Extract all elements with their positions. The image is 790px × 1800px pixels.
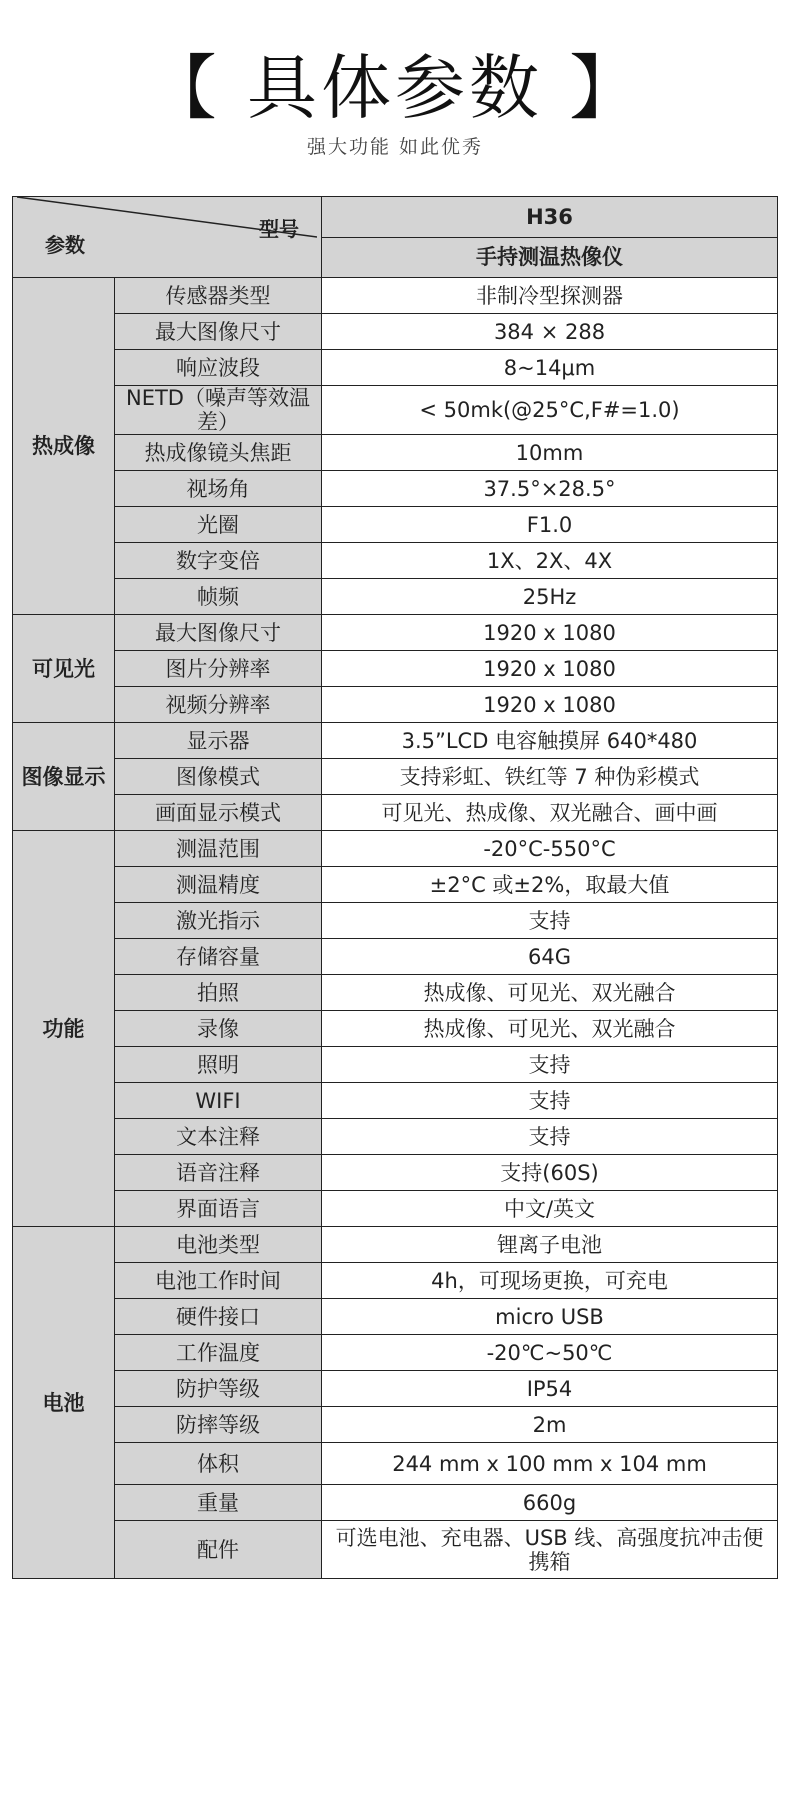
table-row xyxy=(13,939,778,975)
value-cell: 支持(60S) xyxy=(322,1155,778,1191)
value-cell: 非制冷型探测器 xyxy=(322,278,778,314)
param-cell: 照明 xyxy=(115,1047,322,1083)
table-row xyxy=(13,1371,778,1407)
table-row xyxy=(13,867,778,903)
table-row xyxy=(13,903,778,939)
table-row xyxy=(13,1521,778,1579)
value-cell: 37.5°×28.5° xyxy=(322,471,778,507)
table-row xyxy=(13,1119,778,1155)
table-row xyxy=(13,831,778,867)
value-cell: 384 × 288 xyxy=(322,314,778,350)
value-cell: 64G xyxy=(322,939,778,975)
table-row xyxy=(13,1227,778,1263)
value-cell: < 50mk(@25°C,F#=1.0) xyxy=(322,386,778,435)
param-cell: 体积 xyxy=(115,1443,322,1485)
table-row xyxy=(13,723,778,759)
value-cell: 支持 xyxy=(322,903,778,939)
param-cell: 最大图像尺寸 xyxy=(115,314,322,350)
value-cell: 3.5”LCD 电容触摸屏 640*480 xyxy=(322,723,778,759)
param-cell: 图片分辨率 xyxy=(115,651,322,687)
value-cell: 1X、2X、4X xyxy=(322,543,778,579)
param-cell: 热成像镜头焦距 xyxy=(115,435,322,471)
value-cell: F1.0 xyxy=(322,507,778,543)
table-row xyxy=(13,1155,778,1191)
page-subtitle: 强大功能 如此优秀 xyxy=(306,136,484,158)
param-cell: 语音注释 xyxy=(115,1155,322,1191)
table-row xyxy=(13,1299,778,1335)
table-row xyxy=(13,507,778,543)
table-row xyxy=(13,278,778,314)
table-row xyxy=(13,435,778,471)
table-row xyxy=(13,1083,778,1119)
table-row xyxy=(13,471,778,507)
value-cell: 1920 x 1080 xyxy=(322,651,778,687)
value-cell: 支持彩虹、铁红等 7 种伪彩模式 xyxy=(322,759,778,795)
value-cell: 244 mm x 100 mm x 104 mm xyxy=(322,1443,778,1485)
param-cell: 文本注释 xyxy=(115,1119,322,1155)
table-row xyxy=(13,386,778,435)
table-row xyxy=(13,759,778,795)
value-cell: 4h，可现场更换，可充电 xyxy=(322,1263,778,1299)
table-row xyxy=(13,1407,778,1443)
value-cell: micro USB xyxy=(322,1299,778,1335)
category-cell: 热成像 xyxy=(13,278,115,615)
value-cell: 2m xyxy=(322,1407,778,1443)
table-row xyxy=(13,1191,778,1227)
value-cell: 支持 xyxy=(322,1083,778,1119)
param-cell: 重量 xyxy=(115,1485,322,1521)
category-cell: 可见光 xyxy=(13,615,115,723)
param-cell: 响应波段 xyxy=(115,350,322,386)
table-row xyxy=(13,1011,778,1047)
param-cell: 电池类型 xyxy=(115,1227,322,1263)
value-cell: 锂离子电池 xyxy=(322,1227,778,1263)
value-cell: 8~14μm xyxy=(322,350,778,386)
value-cell: 支持 xyxy=(322,1047,778,1083)
param-cell: 光圈 xyxy=(115,507,322,543)
value-cell: ±2°C 或±2%，取最大值 xyxy=(322,867,778,903)
param-cell: 拍照 xyxy=(115,975,322,1011)
value-cell: 热成像、可见光、双光融合 xyxy=(322,975,778,1011)
value-cell: 可见光、热成像、双光融合、画中画 xyxy=(322,795,778,831)
param-cell: 画面显示模式 xyxy=(115,795,322,831)
param-cell: 界面语言 xyxy=(115,1191,322,1227)
value-cell: -20°C-550°C xyxy=(322,831,778,867)
table-row xyxy=(13,687,778,723)
table-row xyxy=(13,651,778,687)
param-cell: 防护等级 xyxy=(115,1371,322,1407)
param-cell: 帧频 xyxy=(115,579,322,615)
param-cell: 数字变倍 xyxy=(115,543,322,579)
param-cell: 防摔等级 xyxy=(115,1407,322,1443)
param-cell: 最大图像尺寸 xyxy=(115,615,322,651)
category-cell: 功能 xyxy=(13,831,115,1227)
table-row xyxy=(13,1485,778,1521)
table-row xyxy=(13,1335,778,1371)
table-row xyxy=(13,579,778,615)
param-cell: 电池工作时间 xyxy=(115,1263,322,1299)
param-cell: 硬件接口 xyxy=(115,1299,322,1335)
table-row xyxy=(13,615,778,651)
table-corner-header xyxy=(13,197,322,278)
table-row xyxy=(13,795,778,831)
table-row xyxy=(13,975,778,1011)
table-row xyxy=(13,1263,778,1299)
value-cell: 25Hz xyxy=(322,579,778,615)
param-cell: 视频分辨率 xyxy=(115,687,322,723)
value-cell: 1920 x 1080 xyxy=(322,615,778,651)
param-cell: 测温范围 xyxy=(115,831,322,867)
value-cell: 中文/英文 xyxy=(322,1191,778,1227)
param-cell: 图像模式 xyxy=(115,759,322,795)
page-title: 【 具体参数 】 xyxy=(146,47,644,129)
model-header: H36 xyxy=(322,197,778,238)
corner-param-label: 参数 xyxy=(45,233,85,257)
value-cell: 支持 xyxy=(322,1119,778,1155)
spec-table xyxy=(12,196,778,1579)
value-cell: 10mm xyxy=(322,435,778,471)
param-cell: WIFI xyxy=(115,1083,322,1119)
table-row xyxy=(13,543,778,579)
value-cell: 热成像、可见光、双光融合 xyxy=(322,1011,778,1047)
param-cell: 视场角 xyxy=(115,471,322,507)
corner-model-label: 型号 xyxy=(259,217,299,241)
product-name-header: 手持测温热像仪 xyxy=(322,237,778,278)
table-row xyxy=(13,1047,778,1083)
param-cell: 工作温度 xyxy=(115,1335,322,1371)
param-cell: NETD（噪声等效温差） xyxy=(115,386,322,435)
table-row xyxy=(13,350,778,386)
param-cell: 存储容量 xyxy=(115,939,322,975)
param-cell: 传感器类型 xyxy=(115,278,322,314)
value-cell: -20℃~50℃ xyxy=(322,1335,778,1371)
param-cell: 激光指示 xyxy=(115,903,322,939)
param-cell: 测温精度 xyxy=(115,867,322,903)
param-cell: 显示器 xyxy=(115,723,322,759)
value-cell: 660g xyxy=(322,1485,778,1521)
category-cell: 图像显示 xyxy=(13,723,115,831)
category-cell: 电池 xyxy=(13,1227,115,1579)
param-cell: 录像 xyxy=(115,1011,322,1047)
table-row xyxy=(13,314,778,350)
param-cell: 配件 xyxy=(115,1521,322,1579)
value-cell: IP54 xyxy=(322,1371,778,1407)
value-cell: 1920 x 1080 xyxy=(322,687,778,723)
table-row xyxy=(13,1443,778,1485)
value-cell: 可选电池、充电器、USB 线、高强度抗冲击便携箱 xyxy=(322,1521,778,1579)
